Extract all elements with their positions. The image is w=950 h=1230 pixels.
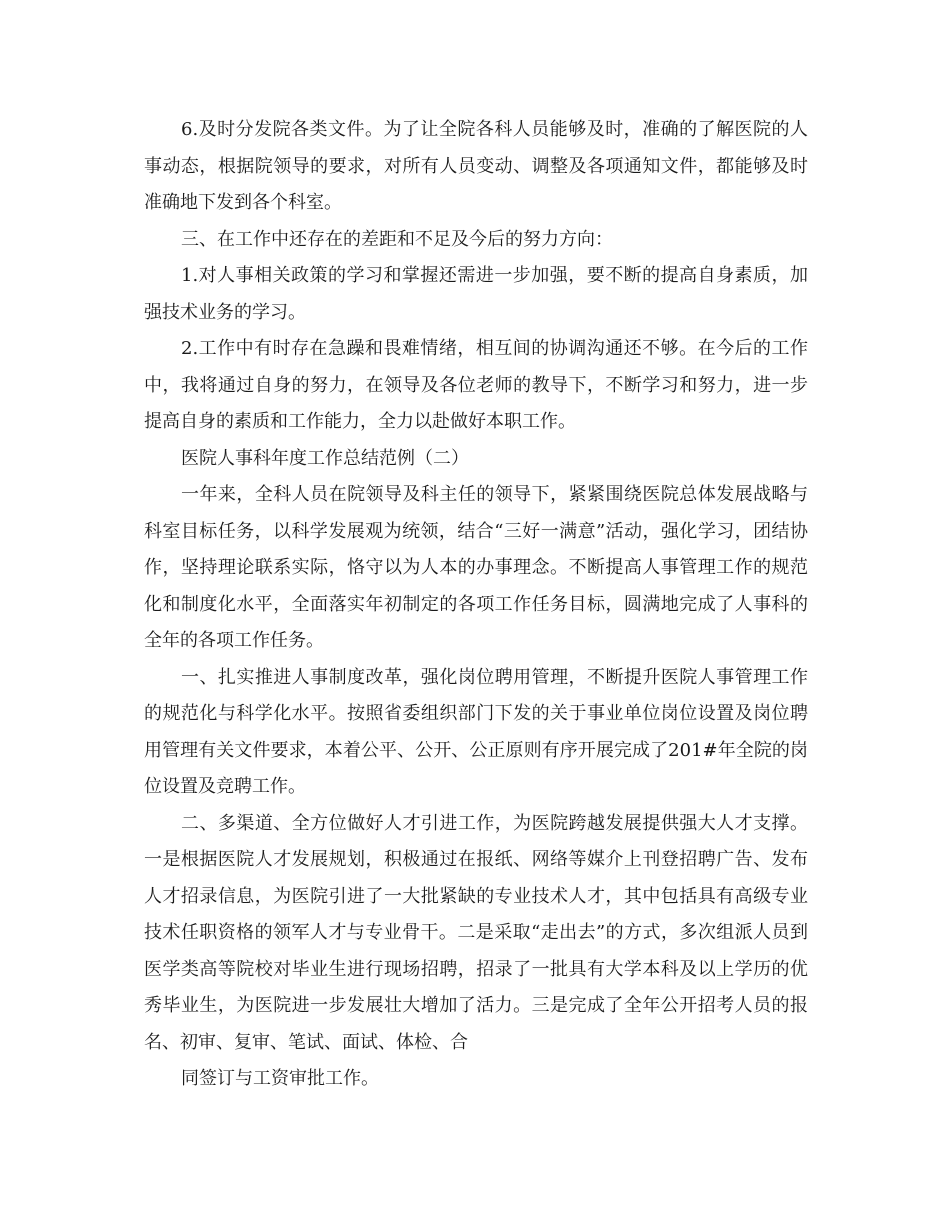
paragraph-contract-signing: 同签订与工资审批工作。 xyxy=(181,1068,379,1089)
section-heading-shortcomings: 三、在工作中还存在的差距和不足及今后的努力方向： xyxy=(181,228,613,250)
paragraph-talent-recruitment: 二、多渠道、全方位做好人才引进工作，为医院跨越发展提供强大人才支撑。一是根据医院人才发展规划，积极通过在报纸、网络等媒介上刊登招聘广告、发布人才招录信息，为医院引进了一大批紧缺的专业技术人才，其中包括具有高级专业技术任职资格的领军人才与专业骨干。二是采取“走出去”的方式，多次组派人员到医学类高等院校对毕业生进行现场招聘，招录了一批具有大学本科及以上学历的优秀毕业生，为医院进一步发展壮大增加了活力。三是完成了全年公开招考人员的报名、初审、复审、笔试、面试、体检、合 xyxy=(144,812,808,1053)
paragraph-system-reform: 一、扎实推进人事制度改革，强化岗位聘用管理，不断提升医院人事管理工作的规范化与科学化水平。按照省委组织部门下发的关于事业单位岗位设置及岗位聘用管理有关文件要求，本着公平、公开、公正原则有序开展完成了201#年全院的岗位设置及竞聘工作。 xyxy=(144,666,808,797)
paragraph-filing: 6.及时分发院各类文件。为了让全院各科人员能够及时，准确的了解医院的人事动态，根据院领导的要求，对所有人员变动、调整及各项通知文件，都能够及时准确地下发到各个科室。 xyxy=(144,119,808,213)
paragraph-coordination: 2.工作中有时存在急躁和畏难情绪，相互间的协调沟通还不够。在今后的工作中，我将通过自身的努力，在领导及各位老师的教导下，不断学习和努力，进一步提高自身的素质和工作能力，全力以赴做好本职工作。 xyxy=(144,338,808,432)
paragraph-policy-study: 1.对人事相关政策的学习和掌握还需进一步加强，要不断的提高自身素质，加强技术业务的学习。 xyxy=(144,265,808,323)
paragraph-annual-overview: 一年来，全科人员在院领导及科主任的领导下，紧紧围绕医院总体发展战略与科室目标任务，以科学发展观为统领，结合“三好一满意”活动，强化学习，团结协作，坚持理论联系实际，恪守以为人本的办事理念。不断提高人事管理工作的规范化和制度化水平，全面落实年初制定的各项工作任务目标，圆满地完成了人事科的全年的各项工作任务。 xyxy=(144,484,808,651)
subtitle-example-two: 医院人事科年度工作总结范例（二） xyxy=(181,447,469,469)
document-body xyxy=(144,112,808,1098)
